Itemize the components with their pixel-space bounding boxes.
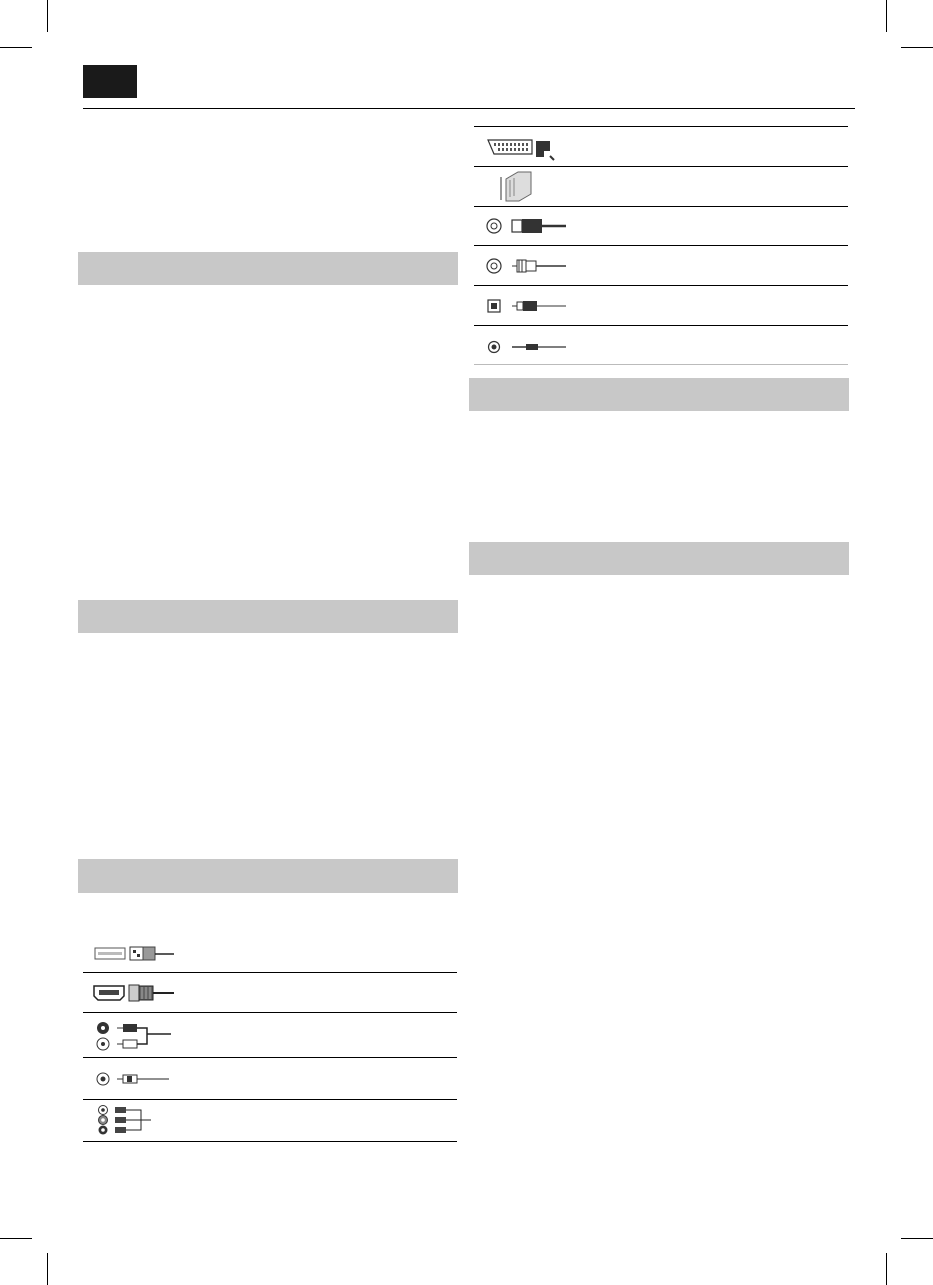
crop-mark	[886, 0, 887, 32]
section-heading-band	[78, 600, 458, 633]
crop-mark	[886, 1253, 887, 1285]
table-row	[474, 207, 848, 245]
table-row	[83, 1013, 457, 1057]
crop-mark	[47, 1253, 48, 1285]
crop-mark	[0, 1238, 32, 1239]
video-rca-connector-icon	[91, 1058, 191, 1099]
table-row	[83, 1100, 457, 1141]
crop-mark	[901, 47, 933, 48]
table-divider	[474, 364, 848, 365]
crop-mark	[901, 1238, 933, 1239]
ci-card-slot-icon	[486, 167, 586, 206]
table-row	[474, 286, 848, 325]
scart-connector-icon	[486, 127, 586, 166]
headphone-jack-connector-icon	[486, 326, 586, 364]
table-row	[474, 167, 848, 206]
header-rule	[83, 108, 855, 109]
table-row	[474, 326, 848, 364]
table-row	[83, 938, 457, 972]
crop-mark	[0, 47, 32, 48]
table-divider	[83, 1141, 457, 1142]
table-row	[83, 1058, 457, 1099]
optical-audio-connector-icon	[486, 286, 586, 325]
section-heading-band	[78, 859, 458, 893]
satellite-f-connector-icon	[486, 246, 586, 285]
hdmi-connector-icon	[91, 973, 191, 1012]
crop-mark	[47, 0, 48, 32]
section-heading-band	[469, 378, 849, 411]
rf-antenna-connector-icon	[486, 207, 586, 245]
table-row	[83, 973, 457, 1012]
table-row	[474, 246, 848, 285]
table-row	[474, 127, 848, 166]
audio-lr-rca-connector-icon	[91, 1013, 191, 1057]
component-ypbpr-connector-icon	[91, 1100, 191, 1141]
section-heading-band	[78, 252, 458, 285]
usb-connector-icon	[91, 938, 191, 972]
language-badge	[83, 65, 137, 98]
section-heading-band	[469, 542, 849, 575]
